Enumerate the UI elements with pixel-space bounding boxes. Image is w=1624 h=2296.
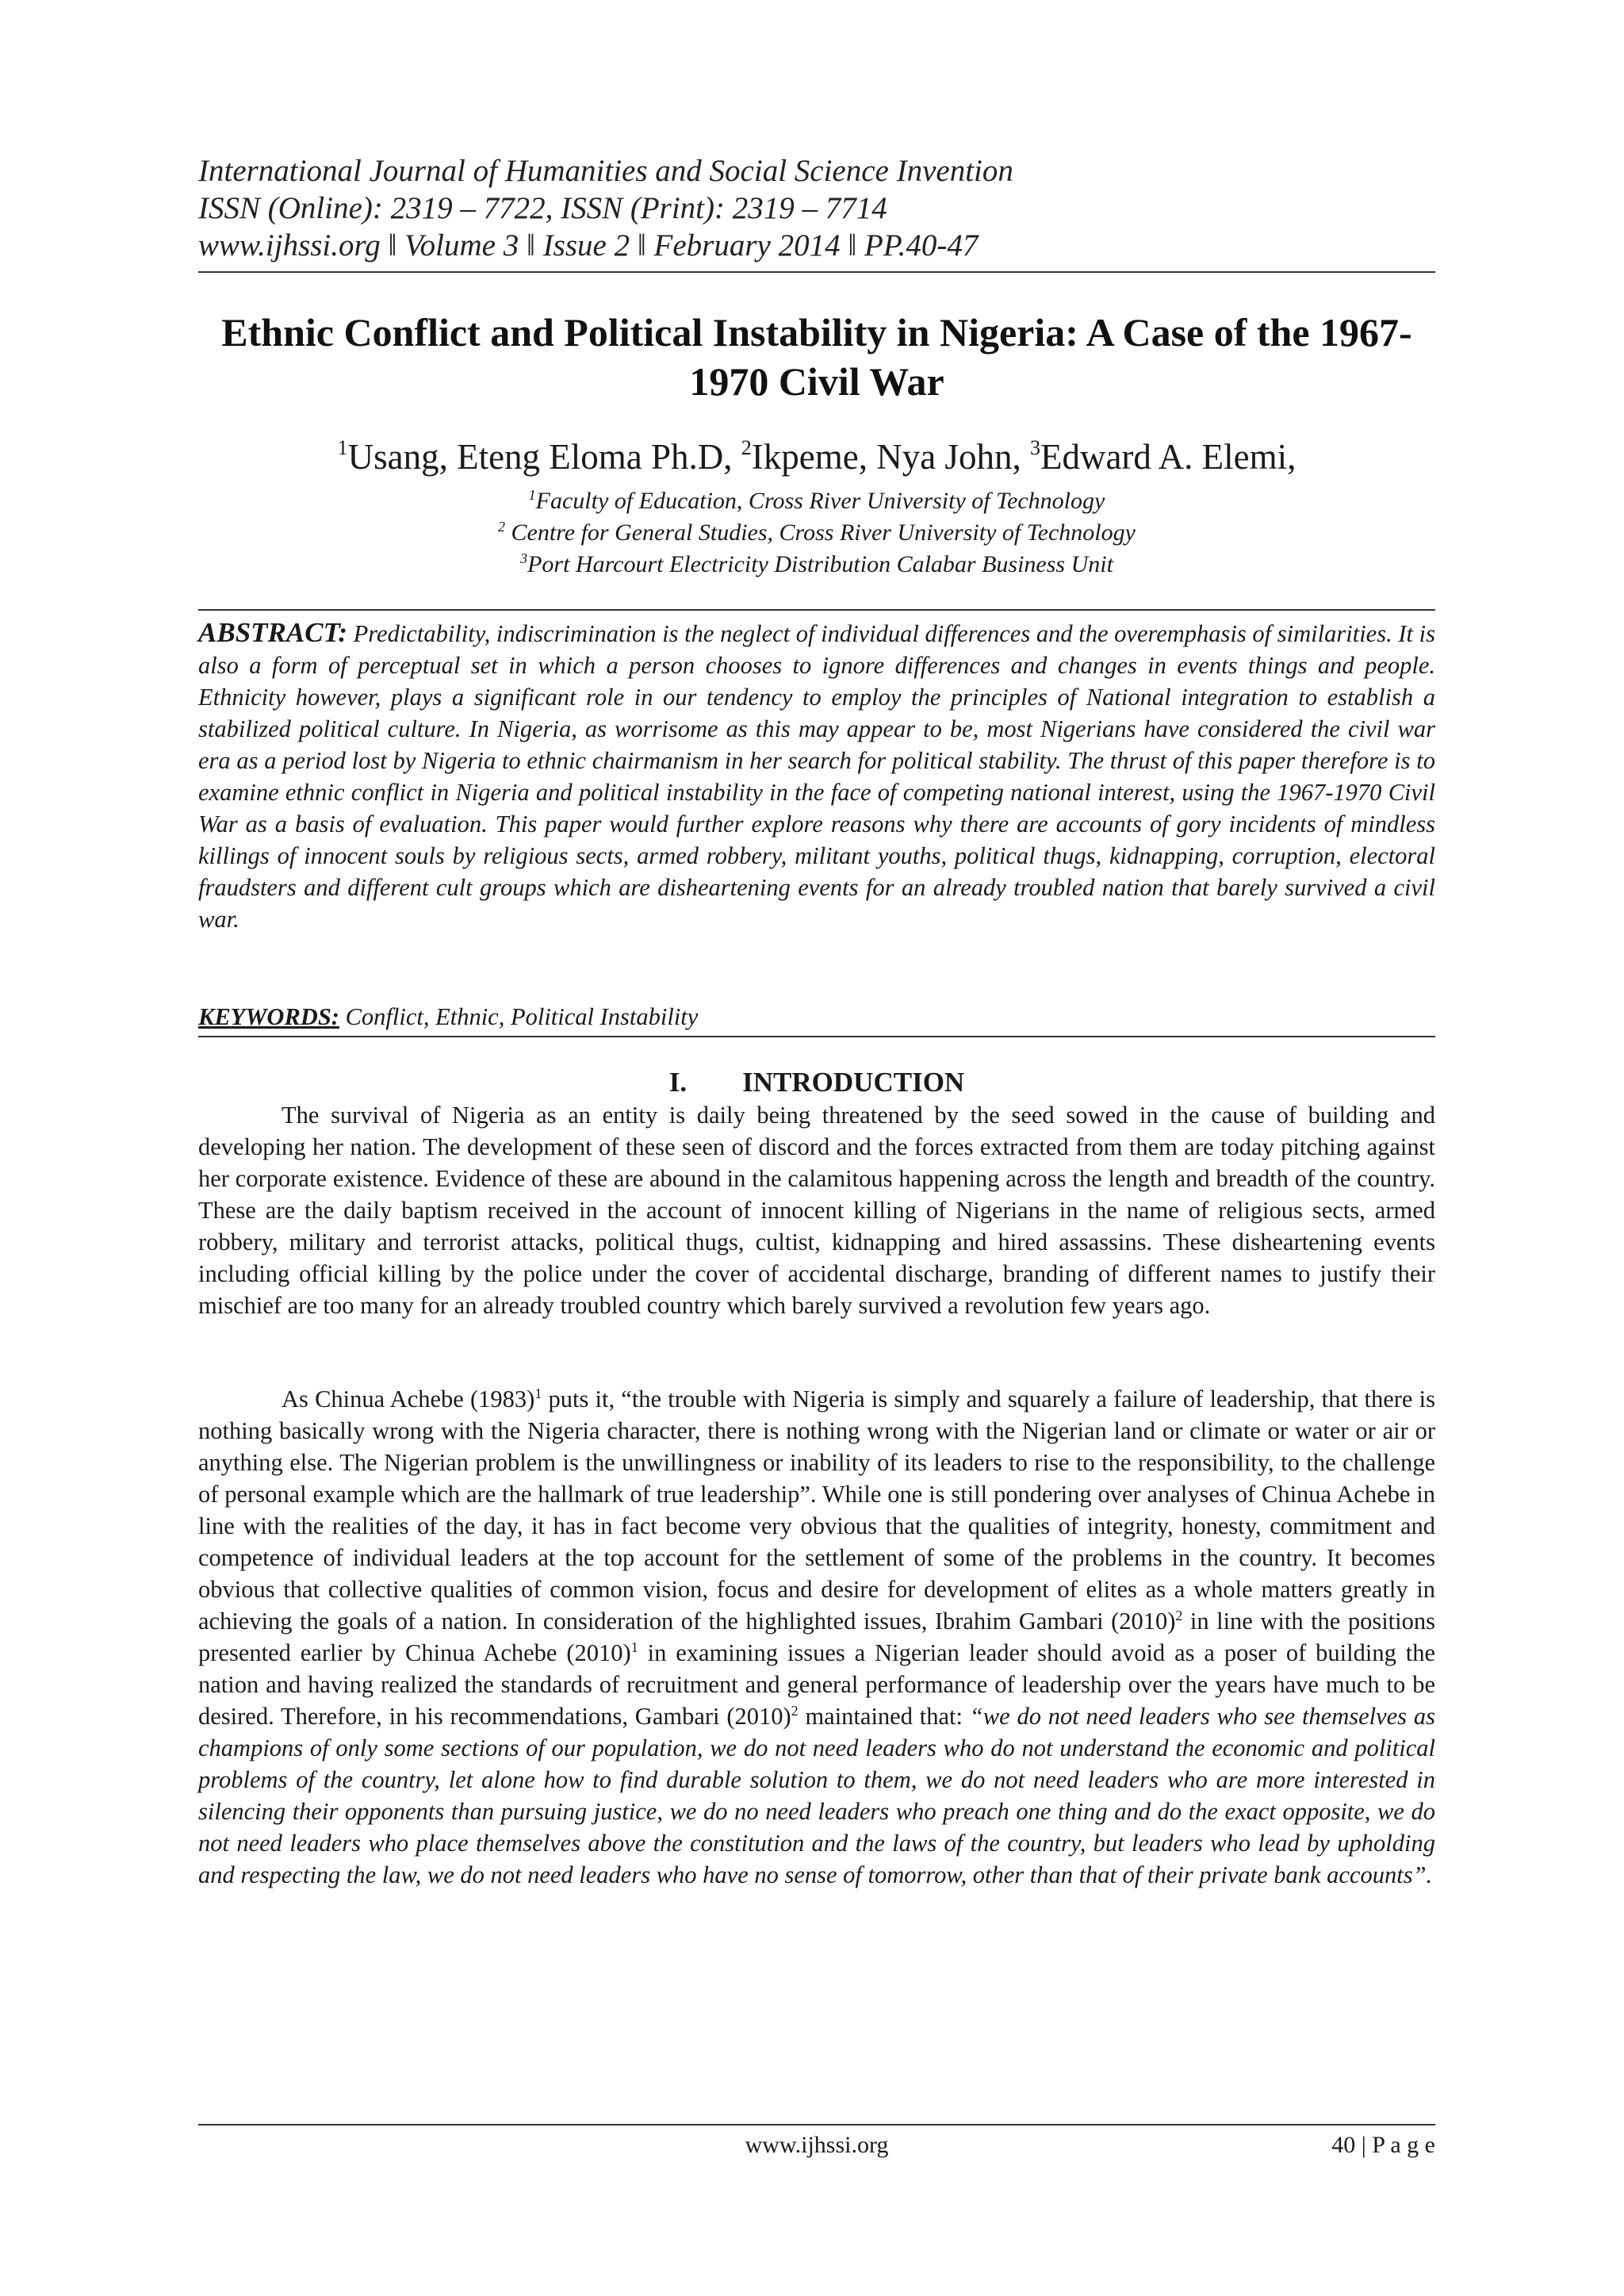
affiliation-2-sup: 2 (498, 519, 506, 535)
section-number: I. (668, 1067, 688, 1098)
footer-divider (198, 2124, 1435, 2125)
p2-part-d: in examining issues a Nigerian leader should avoid as a poser of building the nation and having realized the standards of recruitment and general performance of leadership over the years have much to be desired. Therefore, in his recommendations, Gambari (2010) (198, 1639, 1436, 1730)
abstract-text: Predictability, indiscrimination is the neglect of individual differences and the overemphasis of similarities. It is also a form of perceptual set in which a person chooses to ignore differences and changes in events things and people. Ethnicity however, plays a significant role in our tendency to employ the principles of National integration to establish a stabilized political culture. In Nigeria, as worrisome as this may appear to be, most Nigerians have considered the civil war era as a period lost by Nigeria to ethnic chairmanism in her search for political stability. The thrust of this paper therefore is to examine ethnic conflict in Nigeria and political instability in the face of competing national interest, using the 1967-1970 Civil War as a basis of evaluation. This paper would further explore reasons why there are accounts of gory incidents of mindless killings of innocent souls by religious sects, armed robbery, militant youths, political thugs, kidnapping, corruption, electoral fraudsters and different cult groups which are disheartening events for an already troubled nation that barely survived a civil war. (198, 620, 1435, 933)
p2-ref-3: 1 (630, 1639, 638, 1655)
affiliation-list (198, 485, 1435, 581)
abstract-top-divider (198, 609, 1435, 611)
author-1-sup: 1 (337, 436, 348, 459)
affiliation-1-sup: 1 (528, 487, 536, 503)
p2-part-b: puts it, “the trouble with Nigeria is simply and squarely a failure of leadership, that there is nothing basically wrong with the Nigeria character, there is nothing wrong with the Nigerian land or climate or water or air or anything else. The Nigerian problem is the unwillingness or inability of its leaders to rise to the responsibility, to the challenge of personal example which are the hallmark of true leadership”. While one is still pondering over analyses of Chinua Achebe in line with the realities of the day, it has in fact become very obvious that the qualities of integrity, honesty, commitment and competence of individual leaders at the top account for the settlement of some of the problems in the country. It becomes obvious that collective qualities of common vision, focus and desire for development of elites as a whole matters greatly in achieving the goals of a nation. In consideration of the highlighted issues, Ibrahim Gambari (2010) (198, 1386, 1435, 1635)
paper-title: Ethnic Conflict and Political Instability in Nigeria: A Case of the 1967-1970 Civil War (221, 310, 1412, 404)
journal-name: International Journal of Humanities and Social Science Invention (198, 154, 1013, 188)
affiliation-3 (198, 549, 1435, 581)
p2-part-c: in line with the positions presented earlier by Chinua Achebe (2010) (198, 1608, 1435, 1666)
affiliation-2 (198, 517, 1435, 549)
affiliation-3-sup: 3 (520, 550, 528, 566)
paper-page (198, 0, 1435, 2296)
section-title: INTRODUCTION (742, 1067, 965, 1098)
abstract (198, 617, 1435, 935)
p2-ref-2: 2 (1175, 1608, 1183, 1623)
affiliation-3-text: Port Harcourt Electricity Distribution Calabar Business Unit (527, 551, 1113, 577)
footer-site: www.ijhssi.org (745, 2132, 889, 2158)
p2-part-e: maintained that: (798, 1703, 970, 1730)
journal-issn: ISSN (Online): 2319 – 7722, ISSN (Print): 2319 – 7714 (198, 191, 887, 225)
author-list (198, 435, 1435, 479)
gambari-quote: “we do not need leaders who see themselves as champions of only some sections of our population, we do not need leaders who do not understand the economic and political problems of the country, let alone how to find durable solution to them, we do not need leaders who are more interested in silencing their opponents than pursuing justice, we do no need leaders who preach one thing and do the exact opposite, we do not need leaders who place themselves above the constitution and the laws of the country, but leaders who lead by upholding and respecting the law, we do not need leaders who have no sense of tomorrow, other than that of their private bank accounts”. (198, 1703, 1435, 1888)
affiliation-1-text: Faculty of Education, Cross River University of Technology (535, 488, 1105, 514)
affiliation-1 (198, 485, 1435, 517)
p2-ref-4: 2 (791, 1703, 799, 1719)
intro-paragraph-1: The survival of Nigeria as an entity is daily being threatened by the seed sowed in the cause of building and developing her nation. The development of these seen of discord and the forces extracted from them are today pitching against her corporate existence. Evidence of these are abound in the calamitous happening across the length and breadth of the country. These are the daily baptism received in the account of innocent killing of Nigerians in the name of religious sects, armed robbery, military and terrorist attacks, political thugs, cultist, kidnapping and hired assassins. These disheartening events including official killing by the police under the cover of accidental discharge, branding of different names to justify their mischief are too many for an already troubled country which barely survived a revolution few years ago. (198, 1102, 1435, 1319)
section-heading (198, 1066, 1435, 1099)
affiliation-2-text: Centre for General Studies, Cross River University of Technology (505, 519, 1136, 546)
footer-page-number: 40 | P a g e (1331, 2132, 1435, 2158)
journal-issue: www.ijhssi.org ǁ Volume 3 ǁ Issue 2 ǁ February 2014 ǁ PP.40-47 (198, 228, 979, 263)
abstract-label: ABSTRACT: (198, 617, 348, 648)
keywords (198, 1001, 1435, 1033)
author-3: Edward A. Elemi, (1040, 437, 1297, 477)
keywords-divider (198, 1036, 1435, 1037)
p2-part-a: As Chinua Achebe (1983) (282, 1386, 535, 1412)
keywords-label: KEYWORDS: (198, 1003, 339, 1030)
header-divider (198, 271, 1435, 273)
intro-paragraph-2 (198, 1383, 1435, 1891)
keywords-text: Conflict, Ethnic, Political Instability (339, 1003, 699, 1030)
author-3-sup: 3 (1029, 436, 1040, 459)
author-1: Usang, Eteng Eloma Ph.D, (347, 437, 741, 477)
journal-header (198, 152, 1435, 264)
author-2: Ikpeme, Nya John, (751, 437, 1030, 477)
p2-ref-1: 1 (534, 1386, 542, 1401)
author-2-sup: 2 (741, 436, 752, 459)
